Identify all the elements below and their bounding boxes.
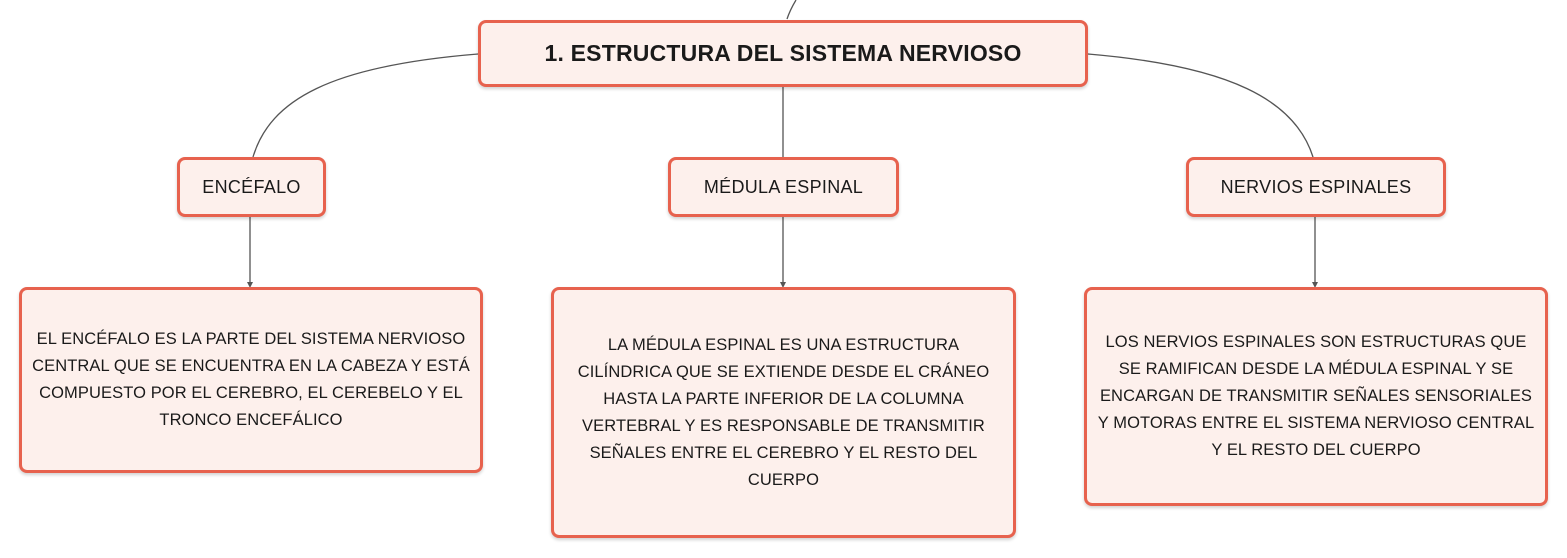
topic-nervios-espinales[interactable]: [1186, 157, 1446, 217]
topic-nervios-espinales-label: NERVIOS ESPINALES: [1220, 176, 1412, 197]
root-topic-label: 1. ESTRUCTURA DEL SISTEMA NERVIOSO: [544, 40, 1022, 66]
topic-encefalo[interactable]: [177, 157, 326, 217]
connector-root-nervios: [1088, 54, 1313, 157]
subtopic-nervios-espinales-description[interactable]: [1084, 287, 1548, 506]
subtopic-encefalo-description[interactable]: [19, 287, 483, 473]
topic-medula-espinal-label: MÉDULA ESPINAL: [703, 176, 864, 197]
subtopic-nervios-espinales-text: LOS NERVIOS ESPINALES SON ESTRUCTURAS QUE SE RAMIFICAN DESDE LA MÉDULA ESPINAL Y SE ENCARGAN DE TRANSMITIR SEÑALES SENSORIALES Y MOTORAS ENTRE EL SISTEMA NERVIOSO CENTRAL Y EL RESTO DEL CUERPO: [1097, 333, 1535, 459]
connector-root-encefalo: [253, 54, 478, 157]
root-topic[interactable]: [478, 20, 1088, 87]
topic-encefalo-label: ENCÉFALO: [202, 176, 301, 197]
subtopic-medula-espinal-description[interactable]: [551, 287, 1016, 538]
parent-connector: [787, 0, 796, 19]
subtopic-encefalo-text: EL ENCÉFALO ES LA PARTE DEL SISTEMA NERVIOSO CENTRAL QUE SE ENCUENTRA EN LA CABEZA Y ESTÁ COMPUESTO POR EL CEREBRO, EL CEREBELO Y EL TRONCO ENCEFÁLICO: [32, 330, 470, 429]
topic-medula-espinal[interactable]: [668, 157, 899, 217]
subtopic-medula-espinal-text: LA MÉDULA ESPINAL ES UNA ESTRUCTURA CILÍNDRICA QUE SE EXTIENDE DESDE EL CRÁNEO HASTA LA PARTE INFERIOR DE LA COLUMNA VERTEBRAL Y ES RESPONSABLE DE TRANSMITIR SEÑALES ENTRE EL CEREBRO Y EL RESTO DEL CUERPO: [577, 335, 990, 489]
